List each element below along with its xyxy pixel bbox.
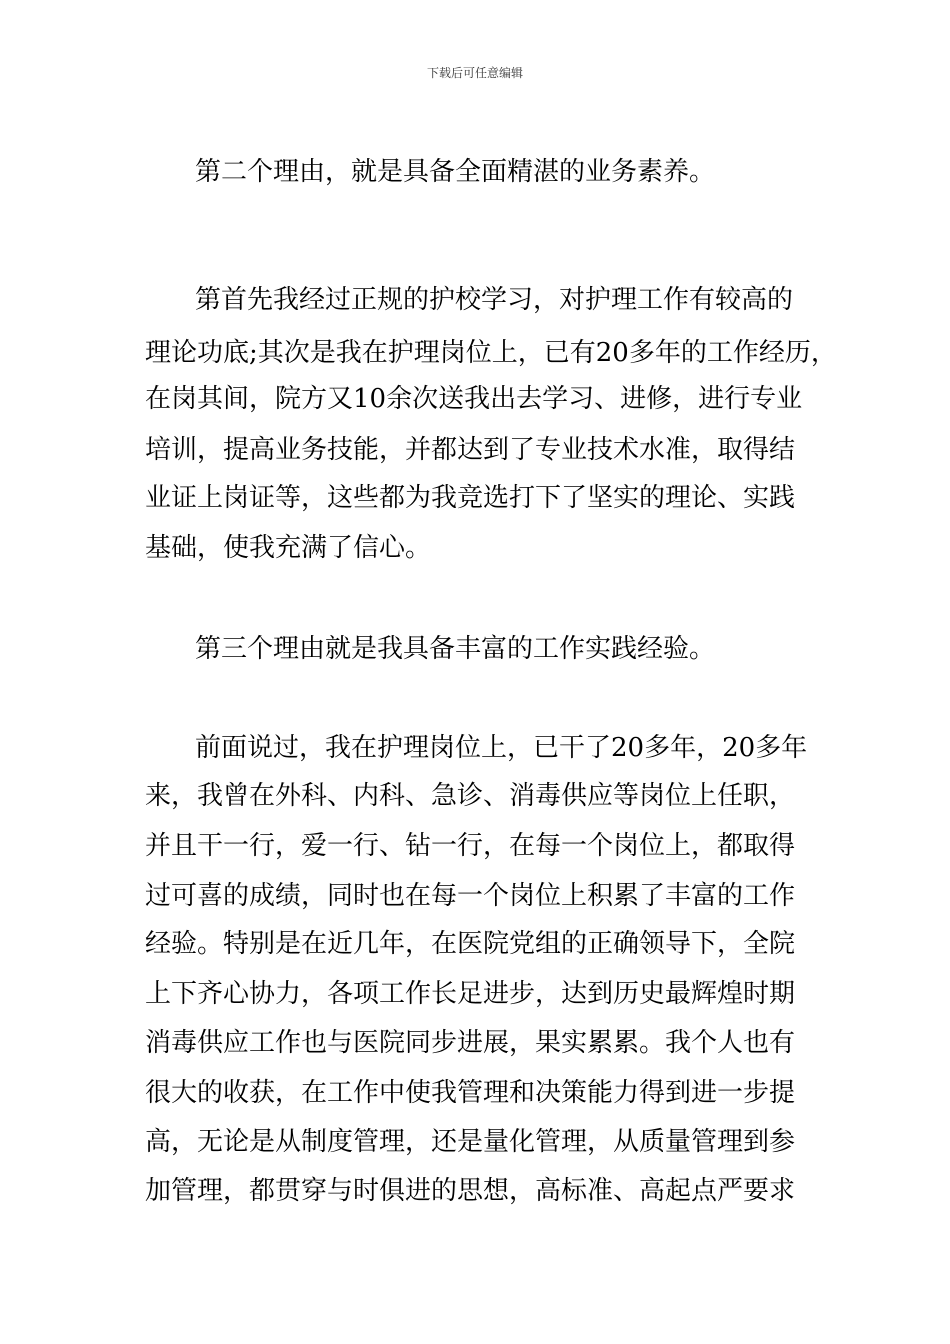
paragraph-line: 培训，提高业务技能，并都达到了专业技术水准，取得结 [145,435,796,465]
paragraph-line: 基础，使我充满了信心。 [145,533,432,563]
paragraph-line: 业证上岗证等，这些都为我竞选打下了坚实的理论、实践 [145,483,796,513]
paragraph-line: 前面说过，我在护理岗位上，已干了20多年，20多年 [195,733,808,763]
paragraph-line: 理论功底;其次是我在护理岗位上，已有20多年的工作经历， [145,338,837,368]
paragraph-line: 在岗其间，院方又10余次送我出去学习、进修，进行专业 [145,384,803,414]
paragraph-line: 上下齐心协力，各项工作长足进步，达到历史最辉煌时期 [145,979,796,1009]
paragraph-line: 消毒供应工作也与医院同步进展，果实累累。我个人也有 [145,1028,796,1058]
paragraph-line: 第三个理由就是我具备丰富的工作实践经验。 [195,634,716,664]
paragraph-line: 很大的收获，在工作中使我管理和决策能力得到进一步提 [145,1078,796,1108]
paragraph-line: 过可喜的成绩，同时也在每一个岗位上积累了丰富的工作 [145,881,796,911]
paragraph-line: 第二个理由，就是具备全面精湛的业务素养。 [195,157,716,187]
paragraph-line: 高，无论是从制度管理，还是量化管理，从质量管理到参 [145,1127,796,1157]
paragraph-line: 第首先我经过正规的护校学习，对护理工作有较高的 [195,285,794,315]
paragraph-line: 经验。特别是在近几年，在医院党组的正确领导下，全院 [145,929,796,959]
paragraph-line: 加管理，都贯穿与时俱进的思想，高标准、高起点严要求 [145,1176,796,1206]
paragraph-line: 来，我曾在外科、内科、急诊、消毒供应等岗位上任职， [145,781,796,811]
paragraph-line: 并且干一行，爱一行、钻一行，在每一个岗位上，都取得 [145,831,796,861]
page-header: 下载后可任意编辑 [426,66,523,80]
